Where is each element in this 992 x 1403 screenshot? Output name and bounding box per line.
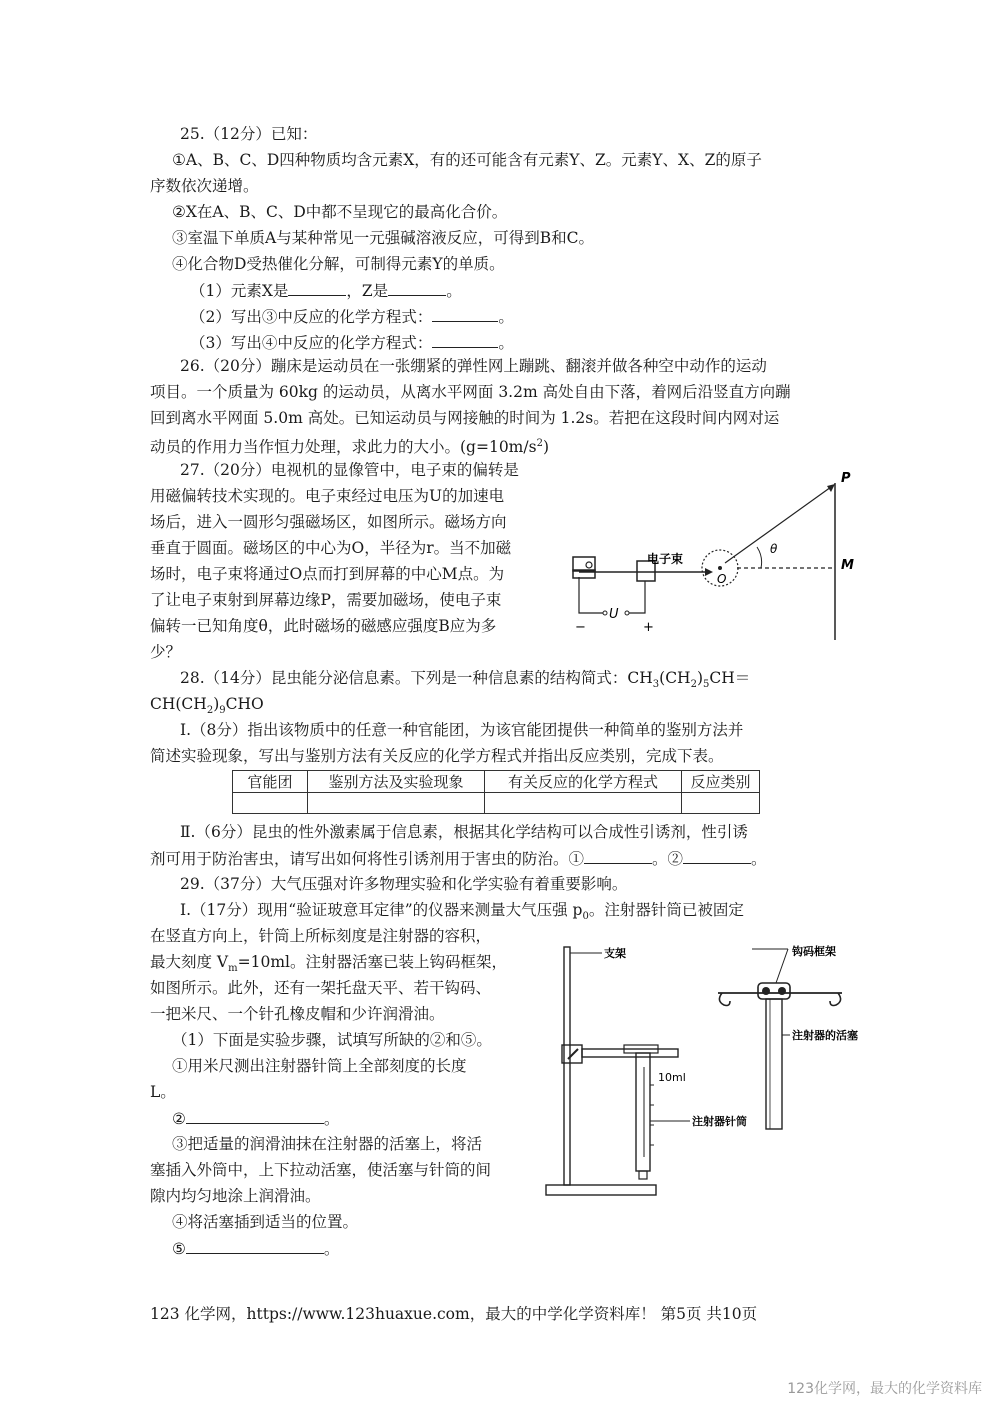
q29-step-5: ⑤ 。 [172, 1240, 340, 1258]
table-header-cell: 反应类别 [682, 771, 760, 793]
q29-step-2: ② 。 [172, 1110, 340, 1128]
q29-line-4: 如图所示。此外，还有一架托盘天平、若干钩码、 [150, 979, 492, 997]
q25-part-2: （2）写出③中反应的化学方程式： 。 [190, 308, 514, 326]
terminal-plus [625, 611, 629, 615]
piston-label: 注射器的活塞 [792, 1029, 858, 1042]
crt-deflection-diagram [565, 465, 865, 645]
q26-line-2: 项目。一个质量为 60kg 的运动员，从离水平网面 3.2m 高处自由下落，着网后沿竖直方向蹦 [150, 383, 791, 401]
stand-label: 支架 [604, 947, 626, 960]
syringe-apparatus-diagram [540, 935, 870, 1205]
q25-condition-1: ①A、B、C、D四种物质均含元素X，有的还可能含有元素Y、Z。元素Y、X、Z的原子 [172, 151, 762, 169]
barrel-label: 注射器针筒 [692, 1115, 747, 1128]
q25-condition-4: ④化合物D受热催化分解，可制得元素Y的单质。 [172, 255, 505, 273]
q25-condition-2: ②X在A、B、C、D中都不呈现它的最高化合价。 [172, 203, 508, 221]
right-hook-icon [830, 993, 841, 1006]
answer-blank-eq4[interactable] [432, 332, 498, 348]
table-cell-input[interactable] [233, 793, 308, 814]
clamp-nut-left [762, 987, 770, 995]
center-o-label: O [717, 572, 727, 586]
voltage-label: U [609, 607, 619, 622]
table-cell-input[interactable] [485, 793, 682, 814]
q26-line-3: 回到离水平网面 5.0m 高处。已知运动员与网接触的时间为 1.2s。若把在这段时间内网对运 [150, 409, 780, 427]
q27-line-4: 垂直于圆面。磁场区的中心为O，半径为r。当不加磁 [150, 539, 512, 557]
answer-blank-x[interactable] [288, 280, 346, 296]
hook-frame-label: 钩码框架 [792, 945, 836, 958]
answer-blank-2[interactable] [683, 848, 751, 864]
table-header-row [233, 771, 760, 793]
frame-label-pointer [776, 949, 788, 983]
stand-base [546, 1185, 656, 1195]
q29-part-i-line-1: Ⅰ.（17分）现用“验证玻意耳定律”的仪器来测量大气压强 $p_0$。注射器针筒已被固定 [180, 901, 744, 923]
q27-line-2: 用磁偏转技术实现的。电子束经过电压为U的加速电 [150, 487, 505, 505]
table-cell-input[interactable] [682, 793, 760, 814]
answer-blank-step-2[interactable] [186, 1108, 324, 1124]
syringe-barrel [636, 1053, 650, 1171]
q29-step-3: ③把适量的润滑油抹在注射器的活塞上，将活 [172, 1135, 483, 1153]
center-o-dot [718, 566, 722, 570]
answer-blank-eq3[interactable] [432, 306, 498, 322]
q28-line-2: $CH(CH_2)_9CHO$ [150, 695, 264, 717]
table-row [233, 793, 760, 814]
minus-sign: − [575, 620, 586, 635]
stand-pole [564, 947, 570, 1185]
filament-icon [586, 562, 592, 568]
q28-line-1: 28.（14分）昆虫能分泌信息素。下列是一种信息素的结构简式：$CH_3(CH_2)_5CH=$ [180, 669, 751, 691]
answer-table [232, 770, 760, 814]
watermark: 123化学网，最大的化学资料库 [787, 1381, 982, 1397]
q29-step-3-cont: 塞插入外筒中，上下拉动活塞，使活塞与针筒的间 [150, 1161, 492, 1179]
beam-arrow-icon [705, 568, 713, 576]
q29-step-1: ①用米尺测出注射器针筒上全部刻度的长度 [172, 1057, 467, 1075]
q26-line-4: 动员的作用力当作恒力处理，求此力的大小。$(g=10m/s^2)$ [150, 438, 549, 457]
deflected-ray [725, 487, 831, 563]
q27-line-7: 偏转一已知角度θ，此时磁场的磁感应强度B应为多 [150, 617, 497, 635]
q29-line-2: 在竖直方向上，针筒上所标刻度是注射器的容积， [150, 927, 492, 945]
q25-condition-1-cont: 序数依次递增。 [150, 177, 259, 195]
q28-part-i-line-2: 简述实验现象，写出与鉴别方法有关反应的化学方程式并指出反应类别，完成下表。 [150, 747, 724, 765]
ray-arrow-icon [827, 484, 835, 492]
q25-heading: 25.（12分）已知： [180, 125, 318, 143]
q28-part-ii-line-1: Ⅱ.（6分）昆虫的性外激素属于信息素，根据其化学结构可以合成性引诱剂，性引诱 [180, 823, 748, 841]
q29-heading: 29.（37分）大气压强对许多物理实验和化学实验有着重要影响。 [180, 875, 628, 893]
plus-sign: + [643, 620, 654, 635]
table-header-cell: 鉴别方法及实验现象 [308, 771, 485, 793]
scale-label: 10ml [658, 1071, 686, 1084]
theta-label: θ [770, 542, 778, 556]
page-footer: 123 化学网，https://www.123huaxue.com，最大的中学化学资料库！ 第5页 共10页 [150, 1305, 758, 1323]
q29-line-3: 最大刻度 $V_m=10ml$。注射器活塞已装上钩码框架， [150, 953, 507, 975]
left-hook-icon [719, 993, 730, 1006]
terminal-minus [603, 611, 607, 615]
q28-part-i-line-1: Ⅰ.（8分）指出该物质中的任意一种官能团，为该官能团提供一种简单的鉴别方法并 [180, 721, 744, 739]
q27-line-1: 27.（20分）电视机的显像管中，电子束的偏转是 [180, 461, 519, 479]
q27-line-6: 了让电子束射到屏幕边缘P，需要加磁场，使电子束 [150, 591, 502, 609]
table-cell-input[interactable] [308, 793, 485, 814]
q29-steps-intro: （1）下面是实验步骤，试填写所缺的②和⑤。 [172, 1031, 492, 1049]
table-header-cell: 有关反应的化学方程式 [485, 771, 682, 793]
point-p-label: P [841, 471, 851, 486]
q29-step-3-cont2: 隙内均匀地涂上润滑油。 [150, 1187, 321, 1205]
q25-part-1: （1）元素X是 ，Z是 。 [190, 282, 462, 300]
angle-arc [757, 547, 762, 568]
syringe-piston [766, 999, 782, 1129]
q26-line-1: 26.（20分）蹦床是运动员在一张绷紧的弹性网上蹦跳、翻滚并做各种空中动作的运动 [180, 357, 767, 375]
answer-blank-step-5[interactable] [186, 1238, 324, 1254]
clamp-nut-right [778, 987, 786, 995]
q27-line-5: 场时，电子束将通过O点而打到屏幕的中心M点。为 [150, 565, 505, 583]
q28-part-ii-line-2: 剂可用于防治害虫，请写出如何将性引诱剂用于害虫的防治。① 。② 。 [150, 850, 767, 868]
q25-part-3: （3）写出④中反应的化学方程式： 。 [190, 334, 514, 352]
wire-left [579, 577, 603, 613]
q29-step-4: ④将活塞插到适当的位置。 [172, 1213, 359, 1231]
table-header-cell: 官能团 [233, 771, 308, 793]
answer-blank-z[interactable] [388, 280, 446, 296]
q29-step-1-cont: L。 [150, 1083, 176, 1101]
q27-line-8: 少？ [150, 643, 182, 661]
q25-condition-3: ③室温下单质A与某种常见一元强碱溶液反应，可得到B和C。 [172, 229, 594, 247]
beam-label: 电子束 [647, 552, 684, 566]
wire-right [629, 581, 645, 613]
q29-line-5: 一把米尺、一个针孔橡皮帽和少许润滑油。 [150, 1005, 445, 1023]
barrel-tip [639, 1171, 647, 1179]
q27-line-3: 场后，进入一圆形匀强磁场区，如图所示。磁场方向 [150, 513, 507, 531]
point-m-label: M [841, 558, 854, 573]
answer-blank-1[interactable] [584, 848, 652, 864]
